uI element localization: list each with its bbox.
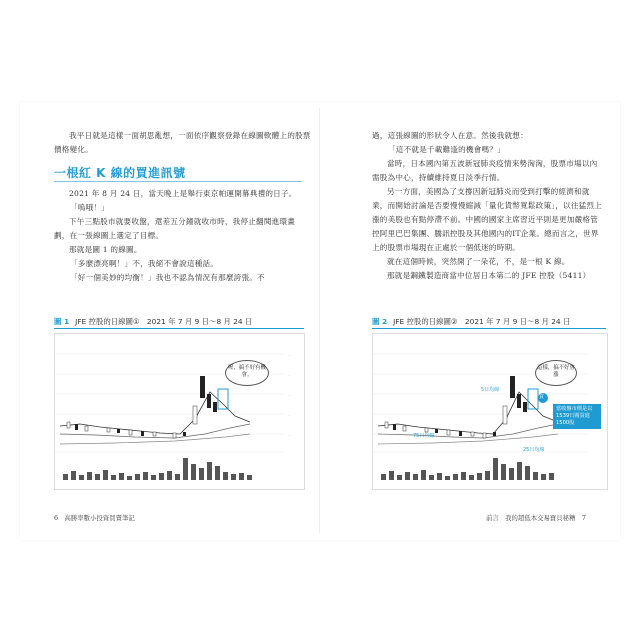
svg-text:—: — <box>288 353 291 357</box>
right-para-2: 當時，日本國內第五波新冠肺炎疫情來勢洶洶，股票市場以內需股為中心，持續維持夏日淡季行情。 <box>372 159 598 182</box>
ma25-label: 25日均線 <box>523 447 545 453</box>
right-para-1: 過，這張線圖的形狀令人在意。然後我就想： <box>372 131 528 140</box>
ma75-label: 75日均線 <box>413 433 435 439</box>
buy-marker: 買 <box>539 394 545 400</box>
figure-2-callout: 這樣，搞不好會漲 <box>535 360 577 386</box>
figure-2-rule <box>372 328 606 329</box>
figure-2-caption: JFE 控股的日線圖② 2021 年 7 月 9 日～8 月 24 日 <box>393 317 571 326</box>
right-para-4: 就在這個時候，突然開了一朵花，不，是一根 K 線。 <box>387 257 570 266</box>
figure-1-callout: 喔，搞不好有機會。 <box>225 360 269 386</box>
right-quote-1: 「這不就是千載難逢的機會嗎？」 <box>388 145 505 154</box>
svg-text:—: — <box>288 433 291 437</box>
left-quote-1: 「嗚哦！」 <box>70 203 109 212</box>
figure-1-svg <box>55 334 304 489</box>
right-footer: 前言 我的超低本交易寶貝秘糟 7 <box>486 514 586 522</box>
figure-1-chart <box>54 333 305 490</box>
left-para-2: 2021 年 8 月 24 日，當天晚上是舉行東京帕運開幕典禮的日子。 <box>69 189 297 198</box>
figure-1-number: 圖 1 <box>54 317 70 326</box>
svg-text:—: — <box>288 393 291 397</box>
left-para-3: 下午三點股市就要收盤，還差五分鐘就收市時，我停止翻閱進環畫劃，在一張線圖上選定了目標。 <box>54 217 296 240</box>
page-gutter <box>319 108 320 533</box>
svg-text:—: — <box>288 373 291 377</box>
book-spread <box>20 102 620 540</box>
figure-1-caption: JFE 控股的日線圖① 2021 年 7 月 9 日～8 月 24 日 <box>75 317 253 326</box>
buy-info-box: 當收盤市價是以1539日圓買進1500股 <box>553 404 601 429</box>
figure-1-rule <box>54 328 304 329</box>
heading-rule <box>54 181 302 182</box>
right-para-5: 那就是鋼鐵製造商當中位居日本第二的 JFE 控股（5411） <box>387 271 591 280</box>
right-para-3: 另一方面，美國為了支撐因新冠肺炎而受到打擊的經濟和就業，而開始討論是否要慢慢縮減「量化貨幣寬鬆政策」，以往猛烈上漲的美股也有點停滯不前。中國的國家主席習近平則是更加嚴格管控阿里巴巴集團、騰訊控股及其他國內的IT企業。總而言之，世界上的股票市場現在正處於一個低迷的時期。 <box>372 187 603 252</box>
left-para-4: 那就是圖 1 的線圖。 <box>69 245 142 254</box>
figure-2-chart <box>372 333 608 490</box>
figure-1-title <box>54 316 252 327</box>
figure-2-title <box>372 316 570 327</box>
figure-2-number: 圖 2 <box>372 317 388 326</box>
left-para-1: 我平日就是這樣一面胡思亂想，一面依序觀察登錄在線圖軟體上的股票價格變化。 <box>54 131 311 154</box>
section-heading: 一根紅 K 線的買進訊號 <box>54 166 186 180</box>
left-quote-2: 「多麼漂亮啊！」不，我絕不會說這種話。 <box>70 259 219 268</box>
ma5-label: 5日均線 <box>481 387 500 393</box>
left-footer: 6 高勝率數小投資買賣筆記 <box>54 514 135 522</box>
svg-text:—: — <box>288 413 291 417</box>
left-quote-3: 「好一個美妙的均衡！」我也不認為情況有那麼誇張。不 <box>70 273 265 282</box>
